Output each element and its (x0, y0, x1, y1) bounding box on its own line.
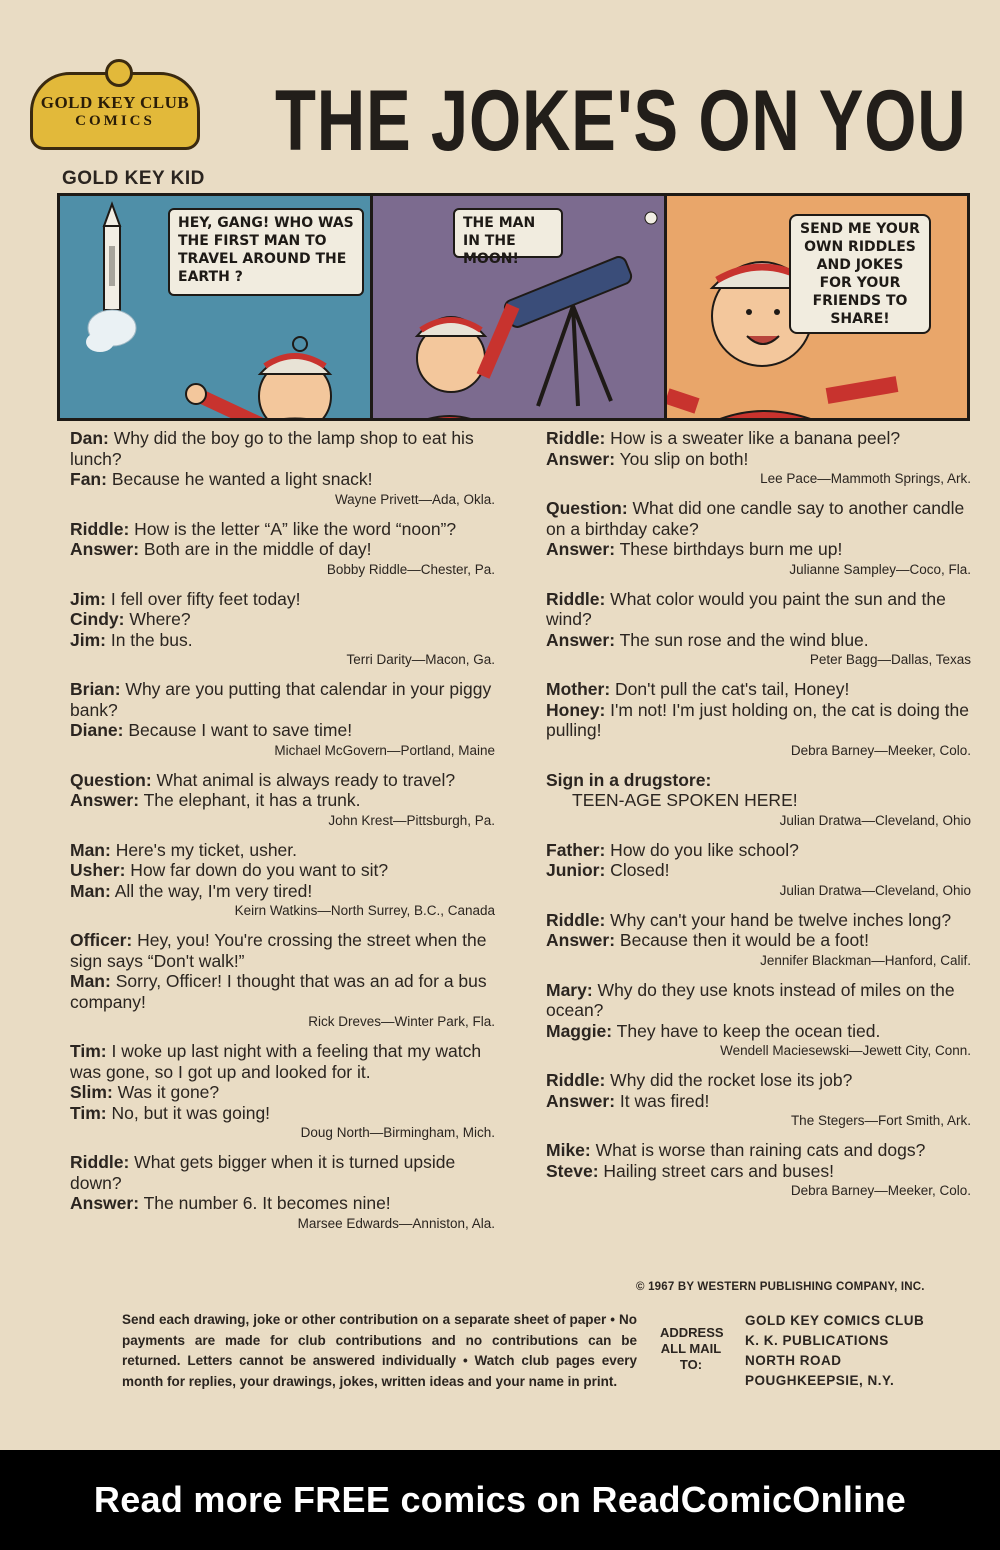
jokes-column-right (546, 428, 971, 1210)
speaker-label: Man: (70, 839, 111, 860)
joke-text: What is worse than raining cats and dogs? (590, 1140, 926, 1160)
joke-text: Hey, you! You're crossing the street when the sign says “Don't walk!” (70, 930, 487, 971)
jokes-column-left (70, 428, 495, 1243)
joke-credit: Julian Dratwa—Cleveland, Ohio (779, 882, 971, 898)
joke-line (70, 720, 495, 741)
promo-banner[interactable] (0, 1450, 1000, 1550)
comic-panel-3 (667, 196, 967, 418)
joke-entry (546, 980, 971, 1060)
joke-text: Why can't your hand be twelve inches long? (605, 909, 952, 930)
speech-bubble-1: HEY, GANG! WHO WAS THE FIRST MAN TO TRAVEL AROUND THE EARTH ? (168, 208, 364, 296)
address-line: NORTH ROAD (745, 1353, 842, 1368)
joke-credit: Doug North—Birmingham, Mich. (300, 1125, 495, 1140)
joke-text: Where? (124, 609, 191, 629)
speaker-label: Riddle: (546, 428, 606, 448)
joke-credit: Lee Pace—Mammoth Springs, Ark. (760, 471, 971, 486)
speaker-label: Maggie: (546, 1020, 613, 1041)
joke-line (70, 469, 495, 490)
joke-text: In the bus. (105, 629, 193, 650)
joke-line (546, 930, 971, 951)
joke-credit: Marsee Edwards—Anniston, Ala. (297, 1215, 495, 1231)
speaker-label: Diane: (70, 720, 124, 740)
joke-text: The elephant, it has a trunk. (139, 790, 361, 810)
speaker-label: Officer: (70, 930, 133, 950)
joke-text: Why did the boy go to the lamp shop to eat his lunch? (70, 428, 474, 469)
address-line: K. K. PUBLICATIONS (745, 1333, 889, 1348)
joke-line (70, 840, 495, 861)
joke-text: What gets bigger when it is turned upside down? (70, 1152, 456, 1193)
copyright-notice: © 1967 BY WESTERN PUBLISHING COMPANY, INC. (636, 1281, 925, 1293)
speaker-label: Answer: (546, 930, 616, 950)
joke-entry (546, 1140, 971, 1199)
joke-line (70, 679, 495, 720)
joke-credit: Peter Bagg—Dallas, Texas (809, 652, 971, 667)
speaker-label: Steve: (546, 1160, 599, 1181)
joke-text: How do you like school? (605, 839, 799, 860)
speaker-label: Question: (546, 498, 628, 518)
key-icon (105, 59, 133, 87)
speaker-label: Junior: (546, 860, 606, 880)
joke-line (546, 840, 971, 861)
comic-panel-2 (373, 196, 667, 418)
joke-entry (546, 428, 971, 487)
joke-entry (70, 840, 495, 920)
joke-credit: Debra Barney—Meeker, Colo. (790, 742, 971, 758)
speaker-label: Riddle: (546, 1070, 606, 1090)
address-line: POUGHKEEPSIE, N.Y. (745, 1373, 895, 1388)
joke-text: All the way, I'm very tired! (110, 880, 313, 901)
joke-line (546, 980, 971, 1021)
speaker-label: Father: (546, 839, 606, 860)
speaker-label: Answer: (70, 790, 140, 810)
joke-line (546, 1161, 971, 1182)
joke-text: They have to keep the ocean tied. (612, 1020, 881, 1041)
joke-line (70, 609, 495, 630)
joke-text: TEEN-AGE SPOKEN HERE! (572, 790, 798, 810)
joke-text: How is the letter “A” like the word “noon”? (129, 518, 457, 539)
joke-text: Here's my ticket, usher. (110, 839, 298, 860)
speaker-label: Brian: (70, 679, 121, 699)
speaker-label: Man: (70, 880, 111, 901)
speaker-label: Fan: (70, 469, 107, 489)
joke-line (546, 1140, 971, 1161)
joke-text: I woke up last night with a feeling that my watch was gone, so I got up and looked for it. (70, 1041, 482, 1082)
joke-text: Was it gone? (112, 1082, 220, 1102)
joke-text: What color would you paint the sun and the wind? (546, 588, 946, 629)
joke-entry (70, 589, 495, 669)
joke-text: Why do they use knots instead of miles on the ocean? (546, 979, 955, 1020)
joke-line (546, 539, 971, 560)
joke-credit: Keirn Watkins—North Surrey, B.C., Canada (234, 903, 495, 918)
submission-notice: Send each drawing, joke or other contribution on a separate sheet of paper • No payments are made for club contributions and no contributions can be returned. Letters cannot be answered individually • Watch club pages every month for replies, your drawings, jokes, written ideas and your name in print. (122, 1312, 637, 1389)
joke-text: Don't pull the cat's tail, Honey! (610, 679, 850, 699)
joke-credit: Rick Dreves—Winter Park, Fla. (308, 1014, 495, 1029)
joke-text: Why did the rocket lose its job? (605, 1070, 853, 1090)
joke-text: You slip on both! (615, 448, 749, 469)
joke-entry (70, 1152, 495, 1232)
joke-entry (70, 1041, 495, 1141)
joke-text: Because I want to save time! (123, 720, 353, 740)
joke-entry (546, 770, 971, 829)
joke-entry (70, 679, 495, 759)
joke-entry (70, 519, 495, 578)
badge-title: GOLD KEY CLUB (40, 92, 190, 112)
joke-line (546, 1070, 971, 1091)
joke-line (70, 770, 495, 791)
joke-line (70, 790, 495, 811)
joke-text: How is a sweater like a banana peel? (605, 428, 901, 448)
speaker-label: Slim: (70, 1082, 113, 1102)
joke-line (70, 930, 495, 971)
joke-text: These birthdays burn me up! (615, 539, 843, 559)
joke-credit: Julian Dratwa—Cleveland, Ohio (779, 812, 971, 828)
speaker-label: Question: (70, 769, 152, 790)
joke-entry (546, 589, 971, 669)
joke-entry (70, 770, 495, 829)
joke-credit: Wendell Maciesewski—Jewett City, Conn. (720, 1043, 971, 1058)
speaker-label: Answer: (546, 448, 616, 469)
speaker-label: Mike: (546, 1140, 591, 1160)
joke-line (70, 1152, 495, 1193)
speaker-label: Sign in a drugstore: (546, 769, 712, 790)
speaker-label: Riddle: (70, 518, 130, 539)
gold-key-kid-label: GOLD KEY KID (62, 168, 205, 189)
joke-entry (546, 910, 971, 969)
joke-text: Closed! (605, 860, 670, 880)
speaker-label: Answer: (70, 1193, 140, 1213)
joke-text: The sun rose and the wind blue. (615, 629, 869, 650)
comic-strip (57, 193, 970, 421)
joke-line (546, 449, 971, 470)
joke-line (546, 589, 971, 630)
joke-line (546, 498, 971, 539)
joke-entry (70, 428, 495, 508)
joke-text: I fell over fifty feet today! (105, 588, 301, 609)
speaker-label: Riddle: (70, 1152, 130, 1172)
address-label: ADDRESS ALL MAIL TO: (660, 1325, 724, 1372)
page-title: THE JOKE'S ON YOU (275, 73, 967, 169)
speaker-label: Honey: (546, 699, 606, 720)
joke-line (70, 971, 495, 1012)
joke-line (70, 1082, 495, 1103)
joke-text: How far down do you want to sit? (125, 860, 389, 880)
speaker-label: Answer: (546, 629, 616, 650)
speaker-label: Mary: (546, 979, 593, 1000)
speaker-label: Jim: (70, 588, 106, 609)
joke-line (546, 700, 971, 741)
joke-text: Sorry, Officer! I thought that was an ad for a bus company! (70, 971, 487, 1012)
joke-credit: The Stegers—Fort Smith, Ark. (790, 1113, 971, 1128)
joke-text: I'm not! I'm just holding on, the cat is doing the pulling! (546, 699, 970, 740)
comic-panel-1 (60, 196, 373, 418)
badge-subtitle: COMICS (75, 112, 155, 129)
speaker-label: Answer: (546, 539, 616, 559)
joke-text: It was fired! (615, 1090, 710, 1111)
speaker-label: Cindy: (70, 609, 125, 629)
joke-text: No, but it was going! (106, 1102, 271, 1123)
speech-bubble-3: SEND ME YOUR OWN RIDDLES AND JOKES FOR YOUR FRIENDS TO SHARE! (789, 214, 931, 334)
speaker-label: Tim: (70, 1041, 107, 1061)
joke-credit: Michael McGovern—Portland, Maine (274, 742, 495, 758)
joke-line (70, 519, 495, 540)
joke-credit: Wayne Privett—Ada, Okla. (334, 491, 495, 507)
joke-entry (546, 679, 971, 759)
joke-line (546, 428, 971, 449)
joke-credit: John Krest—Pittsburgh, Pa. (328, 812, 495, 828)
joke-credit: Terri Darity—Macon, Ga. (346, 652, 495, 667)
speaker-label: Dan: (70, 428, 109, 448)
promo-banner-text[interactable]: Read more FREE comics on ReadComicOnline (93, 1479, 907, 1520)
joke-line (70, 881, 495, 902)
joke-line (546, 910, 971, 931)
joke-credit: Jennifer Blackman—Hanford, Calif. (760, 952, 971, 968)
address-line: GOLD KEY COMICS CLUB (745, 1313, 925, 1328)
joke-text: Why are you putting that calendar in your piggy bank? (70, 679, 492, 720)
joke-line (546, 860, 971, 881)
joke-text: The number 6. It becomes nine! (139, 1193, 391, 1213)
speech-bubble-2: THE MAN IN THE MOON! (453, 208, 563, 258)
joke-entry (546, 1070, 971, 1129)
joke-credit: Debra Barney—Meeker, Colo. (790, 1183, 971, 1198)
joke-line (546, 630, 971, 651)
joke-entry (70, 930, 495, 1030)
joke-line (546, 1091, 971, 1112)
speaker-label: Riddle: (546, 588, 606, 609)
joke-text: What animal is always ready to travel? (151, 769, 456, 790)
speaker-label: Answer: (70, 539, 140, 559)
joke-text: Because he wanted a light snack! (106, 469, 373, 489)
joke-text: Both are in the middle of day! (139, 539, 372, 559)
speaker-label: Jim: (70, 629, 106, 650)
joke-line (70, 539, 495, 560)
joke-line (70, 1041, 495, 1082)
joke-credit: Bobby Riddle—Chester, Pa. (326, 561, 495, 577)
speaker-label: Tim: (70, 1102, 107, 1123)
joke-line (546, 1021, 971, 1042)
joke-line (70, 860, 495, 881)
gold-key-club-badge (30, 72, 200, 150)
speaker-label: Riddle: (546, 909, 606, 930)
speaker-label: Mother: (546, 679, 611, 699)
joke-text: Because then it would be a foot! (615, 930, 869, 950)
joke-text: What did one candle say to another candle on a birthday cake? (546, 498, 965, 539)
joke-line (70, 428, 495, 469)
joke-credit: Julianne Sampley—Coco, Fla. (789, 561, 971, 577)
joke-line (546, 679, 971, 700)
joke-entry (546, 498, 971, 578)
mailing-address (745, 1311, 924, 1391)
joke-line (70, 630, 495, 651)
joke-text: Hailing street cars and buses! (598, 1160, 834, 1181)
speaker-label: Usher: (70, 860, 126, 880)
joke-line (546, 770, 971, 791)
joke-line (70, 1193, 495, 1214)
joke-entry (546, 840, 971, 899)
joke-line (546, 790, 971, 811)
joke-line (70, 1103, 495, 1124)
speaker-label: Answer: (546, 1090, 616, 1111)
speaker-label: Man: (70, 971, 111, 991)
joke-line (70, 589, 495, 610)
